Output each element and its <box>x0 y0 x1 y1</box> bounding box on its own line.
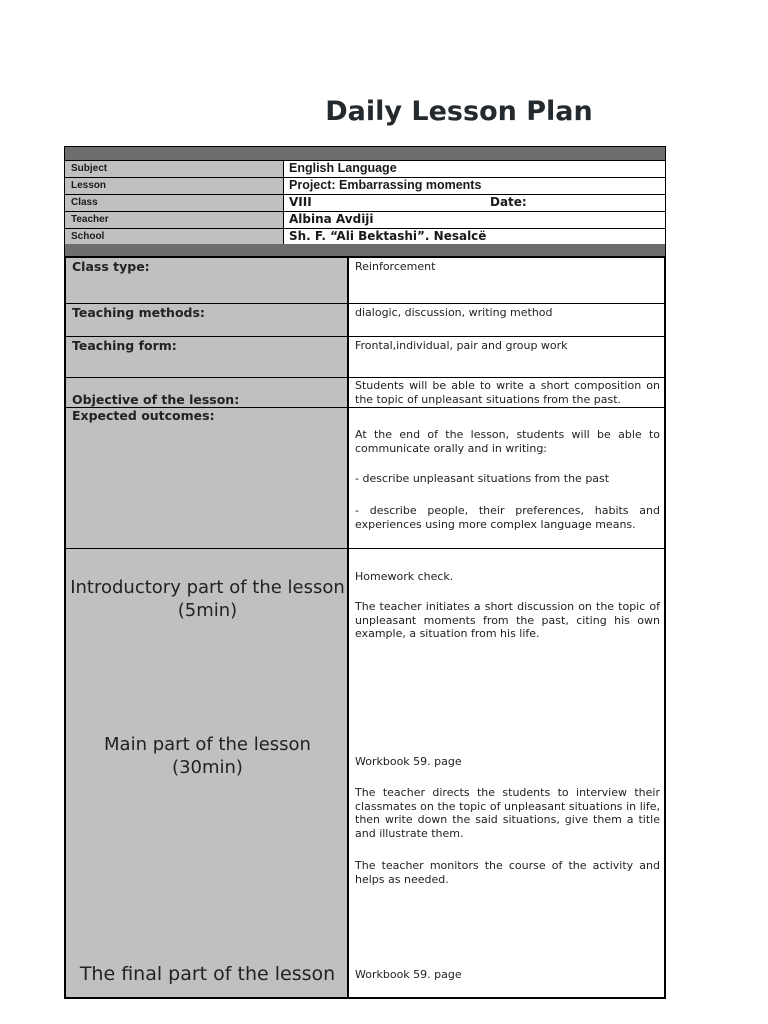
teaching-form-value: Frontal,individual, pair and group work <box>355 339 568 352</box>
objective-label: Objective of the lesson: <box>72 392 240 407</box>
row-divider <box>66 377 664 378</box>
info-row-school <box>65 228 665 245</box>
lesson-value: Project: Embarrassing moments <box>284 178 665 194</box>
lesson-label: Lesson <box>65 178 284 194</box>
expected-outcomes-label: Expected outcomes: <box>72 408 215 423</box>
main-part-title: Main part of the lesson <box>104 734 311 755</box>
info-row-class <box>65 194 665 211</box>
subject-label: Subject <box>65 161 284 177</box>
teaching-form-label: Teaching form: <box>72 338 177 353</box>
row-divider <box>66 336 664 337</box>
intro-part-label <box>66 576 349 622</box>
info-row-lesson <box>65 177 665 194</box>
school-label: School <box>65 229 284 244</box>
intro-part-title: Introductory part of the lesson <box>70 577 345 598</box>
outcome-paragraph: - describe unpleasant situations from the past <box>355 472 610 485</box>
intro-part-duration: (5min) <box>177 600 238 621</box>
final-part-label: The final part of the lesson <box>79 963 336 985</box>
main-paragraph: The teacher directs the students to interview their classmates on the topic of unpleasant situations in life, then write down the said situations, give them a title and illustrate them. <box>355 786 660 840</box>
info-row-teacher <box>65 211 665 228</box>
intro-paragraph: Homework check. <box>355 570 454 583</box>
teacher-label: Teacher <box>65 212 284 228</box>
outcome-paragraph: - describe people, their preferences, habits and experiences using more complex language means. <box>355 504 660 531</box>
main-paragraph: The teacher monitors the course of the activity and helps as needed. <box>355 859 660 886</box>
teacher-value: Albina Avdiji <box>284 212 665 228</box>
class-label: Class <box>65 195 284 211</box>
lesson-info-table <box>64 146 666 258</box>
class-type-value: Reinforcement <box>355 260 436 273</box>
row-divider <box>66 548 664 549</box>
main-paragraph: Workbook 59. page <box>355 755 462 768</box>
teaching-methods-label: Teaching methods: <box>72 305 205 320</box>
main-part-label <box>66 733 349 779</box>
class-value: VIII <box>289 195 312 209</box>
objective-value: Students will be able to write a short composition on the topic of unpleasant situations from the past. <box>355 379 660 406</box>
lesson-plan-table <box>64 256 666 999</box>
subject-value: English Language <box>284 161 665 177</box>
info-row-subject <box>65 160 665 177</box>
teaching-methods-value: dialogic, discussion, writing method <box>355 306 553 319</box>
main-part-duration: (30min) <box>172 757 243 778</box>
school-value: Sh. F. “Ali Bektashi”. Nesalcë <box>284 229 665 244</box>
intro-paragraph: The teacher initiates a short discussion on the topic of unpleasant moments from the past, citing his own example, a situation from his life. <box>355 600 660 640</box>
class-cell <box>284 195 665 211</box>
final-paragraph: Workbook 59. page <box>355 968 462 981</box>
outcome-paragraph: At the end of the lesson, students will be able to communicate orally and in writing: <box>355 428 660 455</box>
date-label: Date: <box>490 195 527 209</box>
row-divider <box>66 303 664 304</box>
page-title: Daily Lesson Plan <box>325 96 593 127</box>
label-column <box>66 258 349 997</box>
class-type-label: Class type: <box>72 259 150 274</box>
header-band <box>65 147 665 160</box>
